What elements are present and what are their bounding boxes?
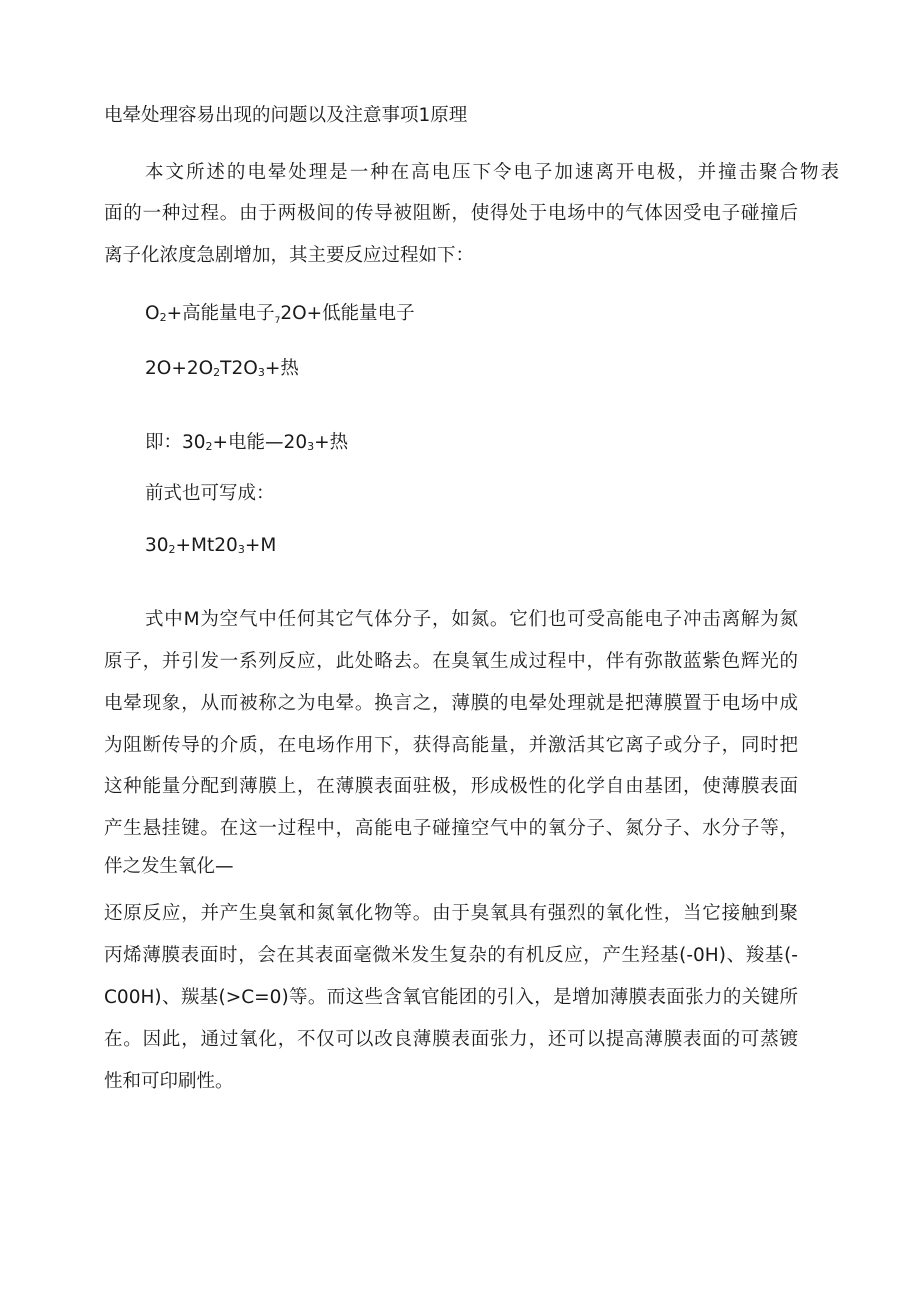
eq1-subscript: 2: [159, 311, 167, 324]
eq2-part-b: T2O: [220, 358, 258, 379]
eq3-part-b: +电能—20: [212, 432, 308, 453]
body-line-7: 伴之发生氧化—: [104, 856, 234, 877]
body-line-2: 原子，并引发一系列反应，此处略去。在臭氧生成过程中，伴有弥散蓝紫色辉光的: [104, 651, 798, 672]
equation-1: [145, 300, 415, 328]
eq1-part-c: 2O+低能量电子: [280, 303, 415, 324]
eq3-subscript-b: 3: [307, 440, 315, 453]
equation-4: [145, 532, 276, 560]
body-line-3: 电晕现象，从而被称之为电晕。换言之，薄膜的电晕处理就是把薄膜置于电场中成: [104, 693, 798, 714]
eq2-part-a: 2O+2O: [145, 358, 214, 379]
eq3-part-a: 即：30: [145, 432, 206, 453]
eq4-subscript-a: 2: [168, 543, 176, 556]
eq2-part-c: +热: [264, 358, 299, 379]
eq4-part-c: +M: [244, 535, 277, 556]
eq4-subscript-b: 3: [237, 543, 245, 556]
cont-line-2: 丙烯薄膜表面时，会在其表面毫微米发生复杂的有机反应，产生羟基(-0H)、羧基(-: [104, 945, 798, 966]
intro-line-1: 本文所述的电晕处理是一种在高电压下令电子加速离开电极，并撞击聚合物表: [145, 162, 839, 183]
intro-line-3: 离子化浓度急剧增加，其主要反应过程如下：: [104, 245, 475, 266]
equation-3: [145, 429, 348, 457]
body-line-4: 为阻断传导的介质，在电场作用下，获得高能量，并激活其它离子或分子，同时把: [104, 735, 798, 756]
document-title: 电晕处理容易出现的问题以及注意事项1原理: [104, 105, 468, 126]
equation-2: [145, 355, 299, 383]
cont-line-3: C00H)、羰基(>C=0)等。而这些含氧官能团的引入，是增加薄膜表面张力的关键所: [104, 987, 798, 1008]
body-line-1: 式中M为空气中任何其它气体分子，如氮。它们也可受高能电子冲击离解为氮: [145, 609, 798, 630]
eq4-part-a: 30: [145, 535, 169, 556]
equation-note: 前式也可写成：: [145, 483, 275, 504]
body-line-6: 产生悬挂键。在这一过程中，高能电子碰撞空气中的氧分子、氮分子、水分子等，: [104, 818, 798, 839]
cont-line-1: 还原反应，并产生臭氧和氮氧化物等。由于臭氧具有强烈的氧化性，当它接触到聚: [104, 903, 798, 924]
cont-line-4: 在。因此，通过氧化，不仅可以改良薄膜表面张力，还可以提高薄膜表面的可蒸镀: [104, 1029, 798, 1050]
cont-line-5: 性和可印刷性。: [104, 1071, 234, 1092]
intro-line-2: 面的一种过程。由于两极间的传导被阻断，使得处于电场中的气体因受电子碰撞后: [104, 203, 798, 224]
eq1-part-b: +高能量电子: [166, 303, 275, 324]
eq2-subscript-b: 3: [257, 366, 265, 379]
eq4-part-b: +Mt20: [175, 535, 238, 556]
eq3-subscript-a: 2: [205, 440, 213, 453]
eq1-part-a: O: [145, 303, 160, 324]
eq1-arrow-glyph: 7: [274, 316, 281, 326]
body-line-5: 这种能量分配到薄膜上，在薄膜表面驻极，形成极性的化学自由基团，使薄膜表面: [104, 776, 798, 797]
eq2-subscript-a: 2: [213, 366, 221, 379]
eq3-part-c: +热: [314, 432, 349, 453]
